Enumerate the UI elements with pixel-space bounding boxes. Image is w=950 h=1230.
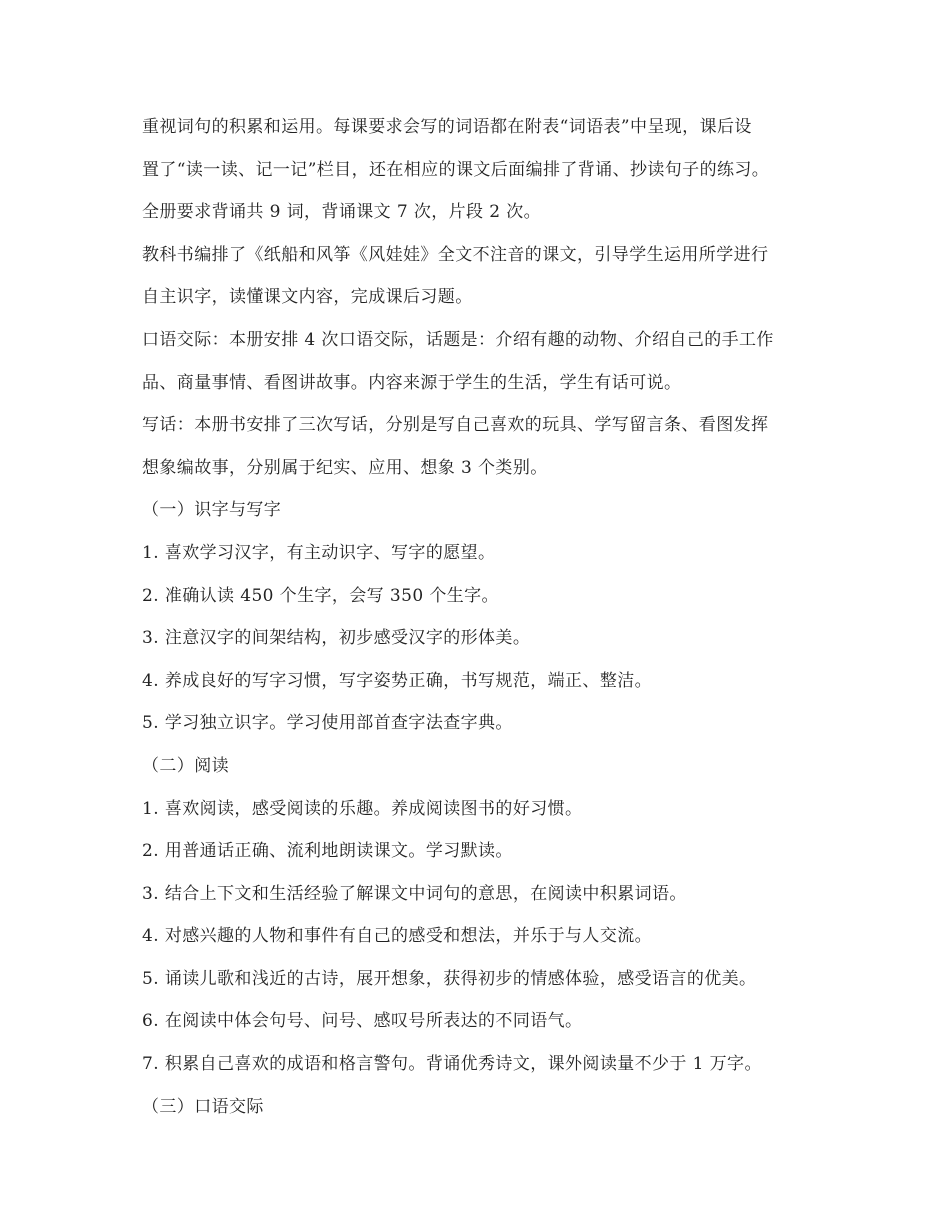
list-item: 6. 在阅读中体会句号、问号、感叹号所表达的不同语气。 bbox=[142, 1011, 583, 1032]
list-item: 4. 养成良好的写字习惯，写字姿势正确，书写规范，端正、整洁。 bbox=[142, 670, 653, 691]
paragraph-line: 自主识字，读懂课文内容，完成课后习题。 bbox=[142, 287, 473, 308]
paragraph-line: 品、商量事情、看图讲故事。内容来源于学生的生活，学生有话可说。 bbox=[142, 372, 682, 393]
list-item: 2. 准确认读 450 个生字，会写 350 个生字。 bbox=[142, 585, 499, 606]
document-body bbox=[142, 106, 832, 1128]
list-item: 1. 喜欢阅读，感受阅读的乐趣。养成阅读图书的好习惯。 bbox=[142, 798, 583, 819]
paragraph-line: 想象编故事，分别属于纪实、应用、想象 3 个类别。 bbox=[142, 457, 548, 478]
section-heading-oral-communication: （三）口语交际 bbox=[142, 1096, 264, 1117]
paragraph-line: 写话：本册书安排了三次写话，分别是写自己喜欢的玩具、学写留言条、看图发挥 bbox=[142, 415, 769, 436]
list-item: 5. 学习独立识字。学习使用部首查字法查字典。 bbox=[142, 713, 513, 734]
list-item: 5. 诵读儿歌和浅近的古诗，展开想象，获得初步的情感体验，感受语言的优美。 bbox=[142, 968, 757, 989]
paragraph-line: 口语交际：本册安排 4 次口语交际，话题是：介绍有趣的动物、介绍自己的手工作 bbox=[142, 329, 774, 350]
section-heading-reading: （二）阅读 bbox=[142, 755, 229, 776]
section-heading-literacy: （一）识字与写字 bbox=[142, 500, 282, 521]
list-item: 7. 积累自己喜欢的成语和格言警句。背诵优秀诗文，课外阅读量不少于 1 万字。 bbox=[142, 1054, 762, 1075]
list-item: 3. 结合上下文和生活经验了解课文中词句的意思，在阅读中积累词语。 bbox=[142, 883, 687, 904]
list-item: 3. 注意汉字的间架结构，初步感受汉字的形体美。 bbox=[142, 628, 531, 649]
list-item: 4. 对感兴趣的人物和事件有自己的感受和想法，并乐于与人交流。 bbox=[142, 926, 653, 947]
paragraph-line: 重视词句的积累和运用。每课要求会写的词语都在附表“词语表”中呈现，课后设 bbox=[142, 117, 752, 137]
paragraph-line: 全册要求背诵共 9 词，背诵课文 7 次，片段 2 次。 bbox=[142, 202, 542, 223]
list-item: 2. 用普通话正确、流利地朗读课文。学习默读。 bbox=[142, 841, 513, 862]
paragraph-line: 置了“读一读、记一记”栏目，还在相应的课文后面编排了背诵、抄读句子的练习。 bbox=[142, 159, 770, 180]
paragraph-line: 教科书编排了《纸船和风筝《风娃娃》全文不注音的课文，引导学生运用所学进行 bbox=[142, 244, 769, 265]
list-item: 1. 喜欢学习汉字，有主动识字、写字的愿望。 bbox=[142, 542, 496, 563]
